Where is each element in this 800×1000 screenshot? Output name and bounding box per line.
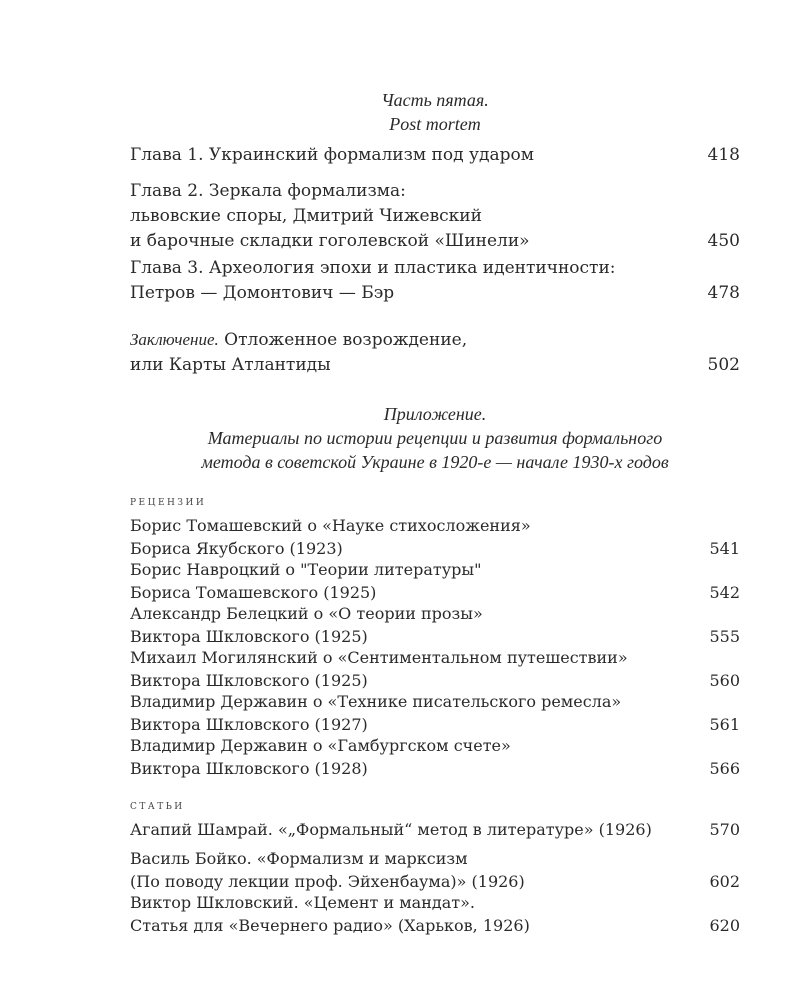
entry-text: Петров — Домонтович — Бэр bbox=[130, 283, 395, 303]
leader-dots bbox=[374, 725, 704, 726]
page-number: 542 bbox=[709, 583, 740, 602]
toc-entry-chapter-2[interactable] bbox=[130, 179, 740, 254]
toc-entry-review[interactable] bbox=[130, 646, 740, 692]
page-number: 570 bbox=[709, 820, 740, 839]
entry-text: Бориса Томашевского (1925) bbox=[130, 583, 377, 602]
entry-text: Борис Томашевский о «Науке стихосложения» bbox=[130, 516, 531, 535]
entry-text: Михаил Могилянский о «Сентиментальном путешествии» bbox=[130, 648, 628, 667]
section-heading-reviews: рецензии bbox=[130, 494, 207, 509]
entry-text: (По поводу лекции проф. Эйхенбаума)» (1926) bbox=[130, 872, 525, 891]
entry-text: Глава 2. Зеркала формализма: bbox=[130, 181, 406, 201]
entry-text: Борис Навроцкий о "Теории литературы" bbox=[130, 560, 482, 579]
entry-text: Виктор Шкловский. «Цемент и мандат». bbox=[130, 893, 475, 912]
leader-dots bbox=[349, 549, 704, 550]
toc-entry-review[interactable] bbox=[130, 602, 740, 648]
page-number: 620 bbox=[709, 916, 740, 935]
part-title: Часть пятая. bbox=[381, 90, 489, 110]
toc-entry-article[interactable] bbox=[130, 847, 740, 893]
leader-dots bbox=[382, 593, 703, 594]
entry-text: Бориса Якубского (1923) bbox=[130, 539, 343, 558]
appendix-header bbox=[130, 402, 740, 474]
page-number: 561 bbox=[709, 715, 740, 734]
section-heading-articles: статьи bbox=[130, 798, 185, 813]
page-number: 560 bbox=[709, 671, 740, 690]
leader-dots bbox=[536, 926, 704, 927]
leader-dots bbox=[337, 365, 702, 366]
leader-dots bbox=[374, 681, 704, 682]
page-number: 418 bbox=[707, 145, 740, 165]
toc-entry-review[interactable] bbox=[130, 514, 740, 560]
entry-text: Виктора Шкловского (1925) bbox=[130, 627, 368, 646]
entry-text: Владимир Державин о «Гамбургском счете» bbox=[130, 736, 511, 755]
entry-text: львовские споры, Дмитрий Чижевский bbox=[130, 206, 482, 226]
page-number: 450 bbox=[707, 231, 740, 251]
leader-dots bbox=[374, 637, 704, 638]
entry-text: Виктора Шкловского (1928) bbox=[130, 759, 368, 778]
entry-text: Агапий Шамрай. «„Формальный“ метод в литературе» (1926) bbox=[130, 820, 652, 839]
entry-text: Виктора Шкловского (1925) bbox=[130, 671, 368, 690]
leader-dots bbox=[658, 830, 704, 831]
leader-dots bbox=[540, 155, 702, 156]
entry-text: или Карты Атлантиды bbox=[130, 355, 331, 375]
page-number: 502 bbox=[707, 355, 740, 375]
entry-text: Василь Бойко. «Формализм и марксизм bbox=[130, 849, 468, 868]
entry-text: Глава 3. Археология эпохи и пластика идентичности: bbox=[130, 258, 616, 278]
entry-text: Владимир Державин о «Технике писательского ремесла» bbox=[130, 692, 622, 711]
entry-text: Статья для «Вечернего радио» (Харьков, 1926) bbox=[130, 916, 530, 935]
toc-entry-article[interactable] bbox=[130, 891, 740, 937]
appendix-subtitle-line: метода в советской Украине в 1920-е — начале 1930-х годов bbox=[201, 452, 669, 472]
leader-dots bbox=[531, 882, 704, 883]
page-number: 478 bbox=[707, 283, 740, 303]
entry-text: и барочные складки гоголевской «Шинели» bbox=[130, 231, 530, 251]
entry-text: Виктора Шкловского (1927) bbox=[130, 715, 368, 734]
part-subtitle: Post mortem bbox=[389, 114, 481, 134]
toc-entry-chapter-3[interactable] bbox=[130, 256, 740, 306]
page-number: 602 bbox=[709, 872, 740, 891]
appendix-title: Приложение. bbox=[383, 404, 487, 424]
toc-entry-chapter-1[interactable] bbox=[130, 143, 740, 168]
toc-entry-review[interactable] bbox=[130, 558, 740, 604]
part-header bbox=[130, 88, 740, 136]
entry-text: Отложенное возрождение, bbox=[218, 330, 468, 350]
appendix-subtitle-line: Материалы по истории рецепции и развития формального bbox=[207, 428, 663, 448]
entry-text: Александр Белецкий о «О теории прозы» bbox=[130, 604, 483, 623]
entry-text: Глава 1. Украинский формализм под ударом bbox=[130, 145, 534, 165]
toc-entry-review[interactable] bbox=[130, 734, 740, 780]
leader-dots bbox=[374, 769, 704, 770]
toc-entry-article[interactable] bbox=[130, 818, 740, 841]
leader-dots bbox=[400, 293, 701, 294]
page-number: 541 bbox=[709, 539, 740, 558]
leader-dots bbox=[536, 241, 702, 242]
conclusion-label: Заключение. bbox=[130, 330, 219, 349]
page-number: 566 bbox=[709, 759, 740, 778]
toc-entry-conclusion[interactable] bbox=[130, 327, 740, 378]
toc-entry-review[interactable] bbox=[130, 690, 740, 736]
page-number: 555 bbox=[709, 627, 740, 646]
